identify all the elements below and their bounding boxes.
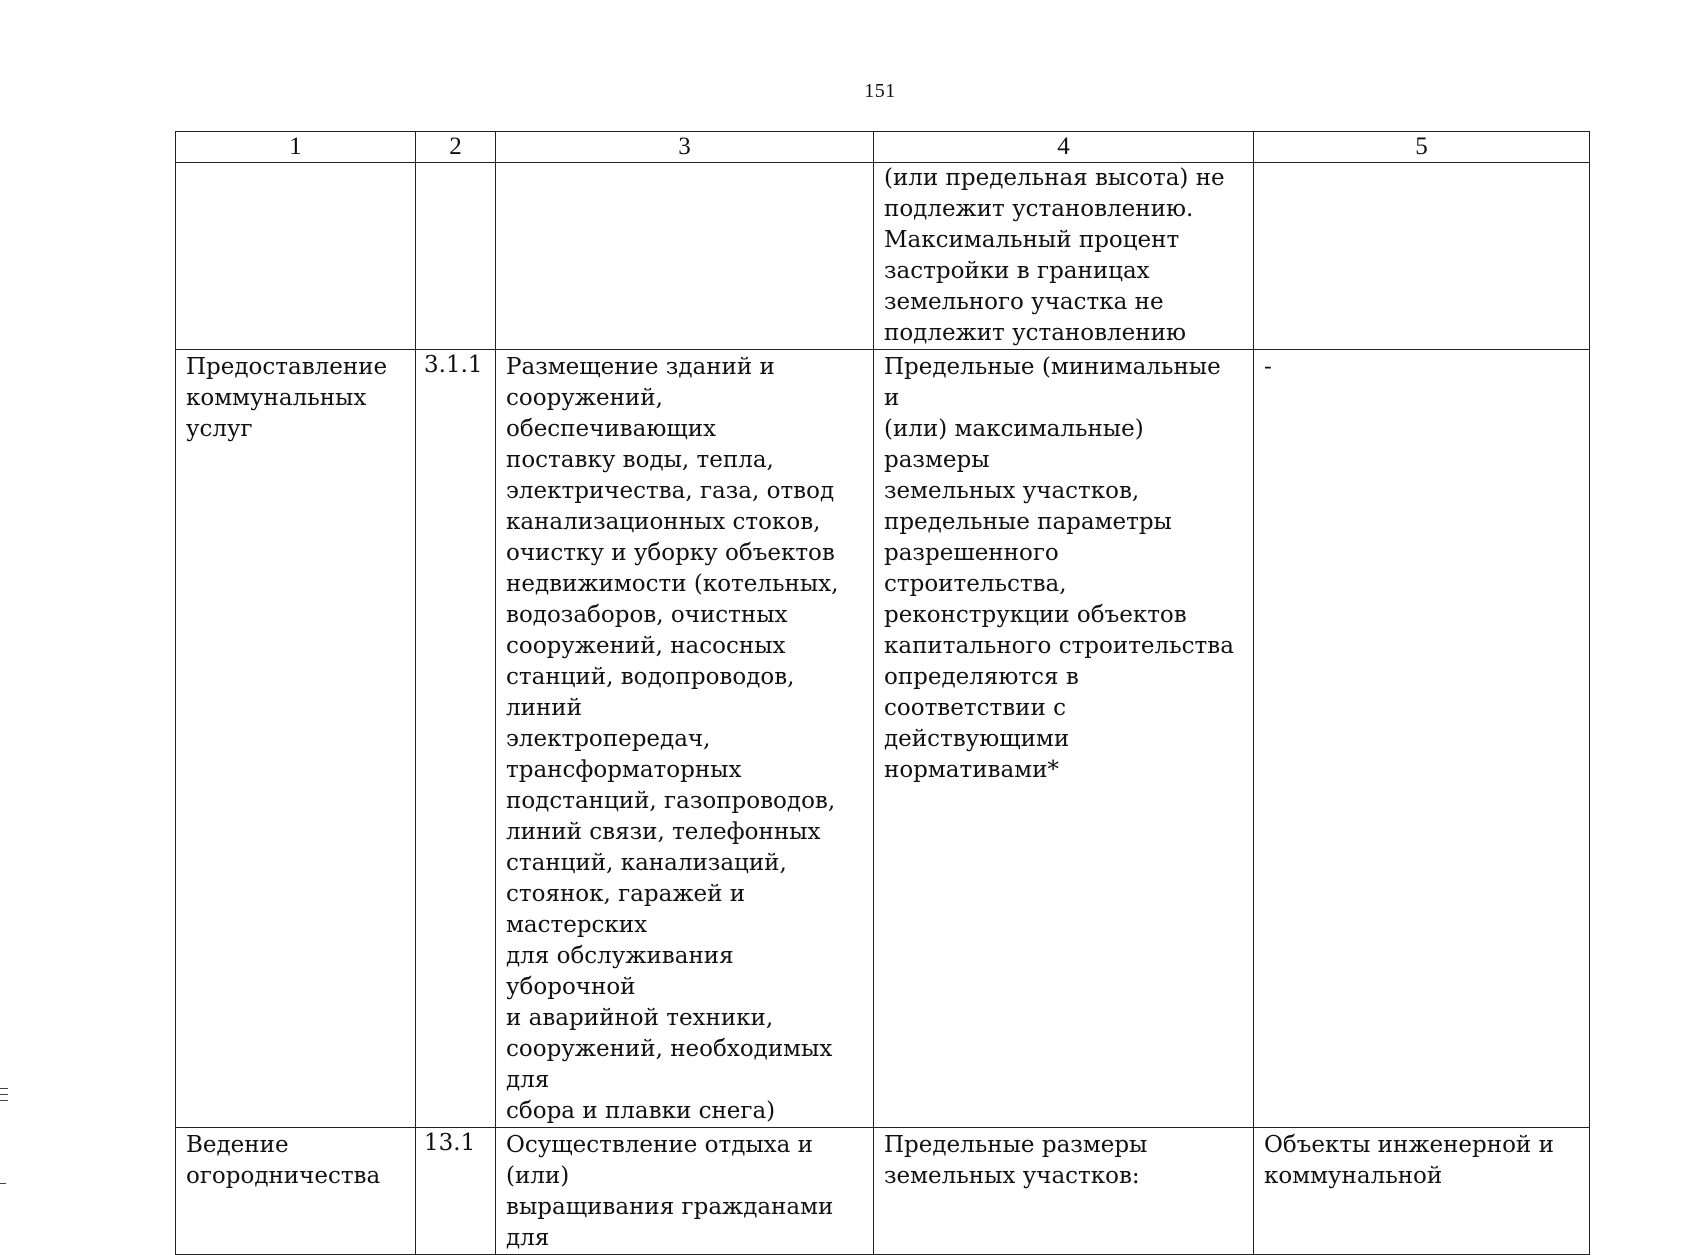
table-cell bbox=[176, 163, 416, 350]
table-row bbox=[176, 163, 1590, 350]
page-number: 151 bbox=[864, 80, 896, 102]
table-cell bbox=[874, 1128, 1254, 1255]
column-header-3: 3 bbox=[496, 132, 874, 163]
table-cell bbox=[1254, 350, 1590, 1128]
table-cell bbox=[176, 1128, 416, 1255]
table-row bbox=[176, 350, 1590, 1128]
cell-text: - bbox=[1264, 354, 1272, 380]
table-cell bbox=[416, 1128, 496, 1255]
cell-text: Предоставление коммунальных услуг bbox=[186, 354, 388, 442]
regulations-table bbox=[175, 131, 1590, 1255]
column-header-1: 1 bbox=[176, 132, 416, 163]
cell-text: Предельные размеры земельных участков: bbox=[884, 1132, 1148, 1189]
table-cell bbox=[1254, 1128, 1590, 1255]
column-header-4: 4 bbox=[874, 132, 1254, 163]
cell-text: Осуществление отдыха и (или) выращивания гражданами для bbox=[506, 1132, 834, 1251]
cell-text: Объекты инженерной и коммунальной bbox=[1264, 1132, 1554, 1189]
table-cell bbox=[416, 350, 496, 1128]
cell-text: 3.1.1 bbox=[424, 352, 483, 378]
cell-text: (или предельная высота) не подлежит установлению. Максимальный процент застройки в границах земельного участка не подлежит установлению bbox=[884, 165, 1225, 346]
table-cell bbox=[496, 350, 874, 1128]
table-cell bbox=[874, 350, 1254, 1128]
column-header-2: 2 bbox=[416, 132, 496, 163]
table-cell bbox=[416, 163, 496, 350]
cell-text: Предельные (минимальные и (или) максимальные) размеры земельных участков, предельные параметры разрешенного строительства, реконструкции объектов капитального строительства определяются в соответствии с действующими нормативами* bbox=[884, 354, 1234, 783]
cell-text: Ведение огородничества bbox=[186, 1132, 381, 1189]
table-row bbox=[176, 1128, 1590, 1255]
scan-edge-mark bbox=[0, 1094, 8, 1095]
table-cell bbox=[496, 163, 874, 350]
table-cell bbox=[1254, 163, 1590, 350]
cell-text: 13.1 bbox=[424, 1130, 476, 1156]
table-cell bbox=[176, 350, 416, 1128]
scan-edge-mark bbox=[0, 1088, 8, 1089]
table-cell bbox=[874, 163, 1254, 350]
scan-edge-mark bbox=[0, 1100, 8, 1101]
scan-edge-mark bbox=[0, 1183, 6, 1184]
table-header-row bbox=[176, 132, 1590, 163]
cell-text: Размещение зданий и сооружений, обеспечивающих поставку воды, тепла, электричества, газа, отвод канализационных стоков, очистку и уборку объектов недвижимости (котельных, водозаборов, очистных сооружений, насосных станций, водопроводов, линий электропередач, трансформаторных подстанций, газопроводов, линий связи, телефонных станций, канализаций, стоянок, гаражей и мастерских для обслуживания уборочной и аварийной техники, сооружений, необходимых для сбора и плавки снега) bbox=[506, 354, 839, 1124]
table-cell bbox=[496, 1128, 874, 1255]
column-header-5: 5 bbox=[1254, 132, 1590, 163]
